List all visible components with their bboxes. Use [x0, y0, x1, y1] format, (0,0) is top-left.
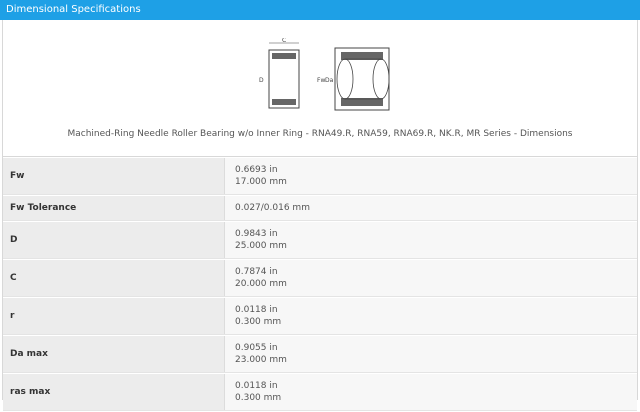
dimension-figure — [3, 20, 637, 157]
spec-row-fw — [3, 158, 637, 195]
spec-value — [225, 158, 637, 194]
spec-label: Fw Tolerance — [3, 196, 225, 220]
spec-row-fw-tolerance — [3, 196, 637, 221]
spec-value — [225, 298, 637, 334]
spec-value-mm: 23.000 mm — [235, 355, 287, 365]
spec-value-in: 0.7874 in — [235, 267, 278, 277]
figure-caption: Machined-Ring Needle Roller Bearing w/o Inner Ring - RNA49.R, RNA59, RNA69.R, NK.R, MR Series - Dimensions — [67, 129, 573, 139]
spec-value-mm: 0.300 mm — [235, 393, 282, 403]
spec-value-in: 0.6693 in — [235, 165, 278, 175]
label-fw: Fw — [317, 77, 326, 84]
section-title: Dimensional Specifications — [6, 4, 141, 15]
bearing-dimension-drawing — [257, 38, 391, 120]
spec-row-ras-max — [3, 374, 637, 411]
spec-value — [225, 336, 637, 372]
spec-value-in: 0.9055 in — [235, 343, 278, 353]
spec-value — [225, 374, 637, 410]
shaft-end-left — [337, 59, 353, 99]
label-da: Da — [325, 77, 334, 84]
spec-label: D — [3, 222, 225, 258]
spec-row-r — [3, 298, 637, 335]
specifications-panel — [2, 20, 638, 403]
spec-label: r — [3, 298, 225, 334]
spec-label: C — [3, 260, 225, 296]
spec-value — [225, 260, 637, 296]
spec-value — [225, 222, 637, 258]
spec-value — [225, 196, 637, 220]
spec-value-mm: 17.000 mm — [235, 177, 287, 187]
label-c: C — [282, 38, 287, 44]
spec-value-mm: 20.000 mm — [235, 279, 287, 289]
roller-bottom — [272, 99, 296, 105]
spec-value-in: 0.0118 in — [235, 381, 278, 391]
label-d: D — [259, 77, 264, 84]
spec-row-d — [3, 222, 637, 259]
spec-label: Da max — [3, 336, 225, 372]
spec-value-in: 0.0118 in — [235, 305, 278, 315]
spec-value-mm: 0.300 mm — [235, 317, 282, 327]
spec-value-mm: 25.000 mm — [235, 241, 287, 251]
shaft-end-right — [373, 59, 389, 99]
spec-label: ras max — [3, 374, 225, 410]
spec-row-da-max — [3, 336, 637, 373]
spec-table — [3, 158, 637, 412]
spec-row-c — [3, 260, 637, 297]
spec-label: Fw — [3, 158, 225, 194]
section-header — [0, 0, 640, 20]
spec-value-in: 0.9843 in — [235, 229, 278, 239]
roller-top — [272, 53, 296, 59]
spec-value-tolerance: 0.027/0.016 mm — [235, 203, 310, 213]
